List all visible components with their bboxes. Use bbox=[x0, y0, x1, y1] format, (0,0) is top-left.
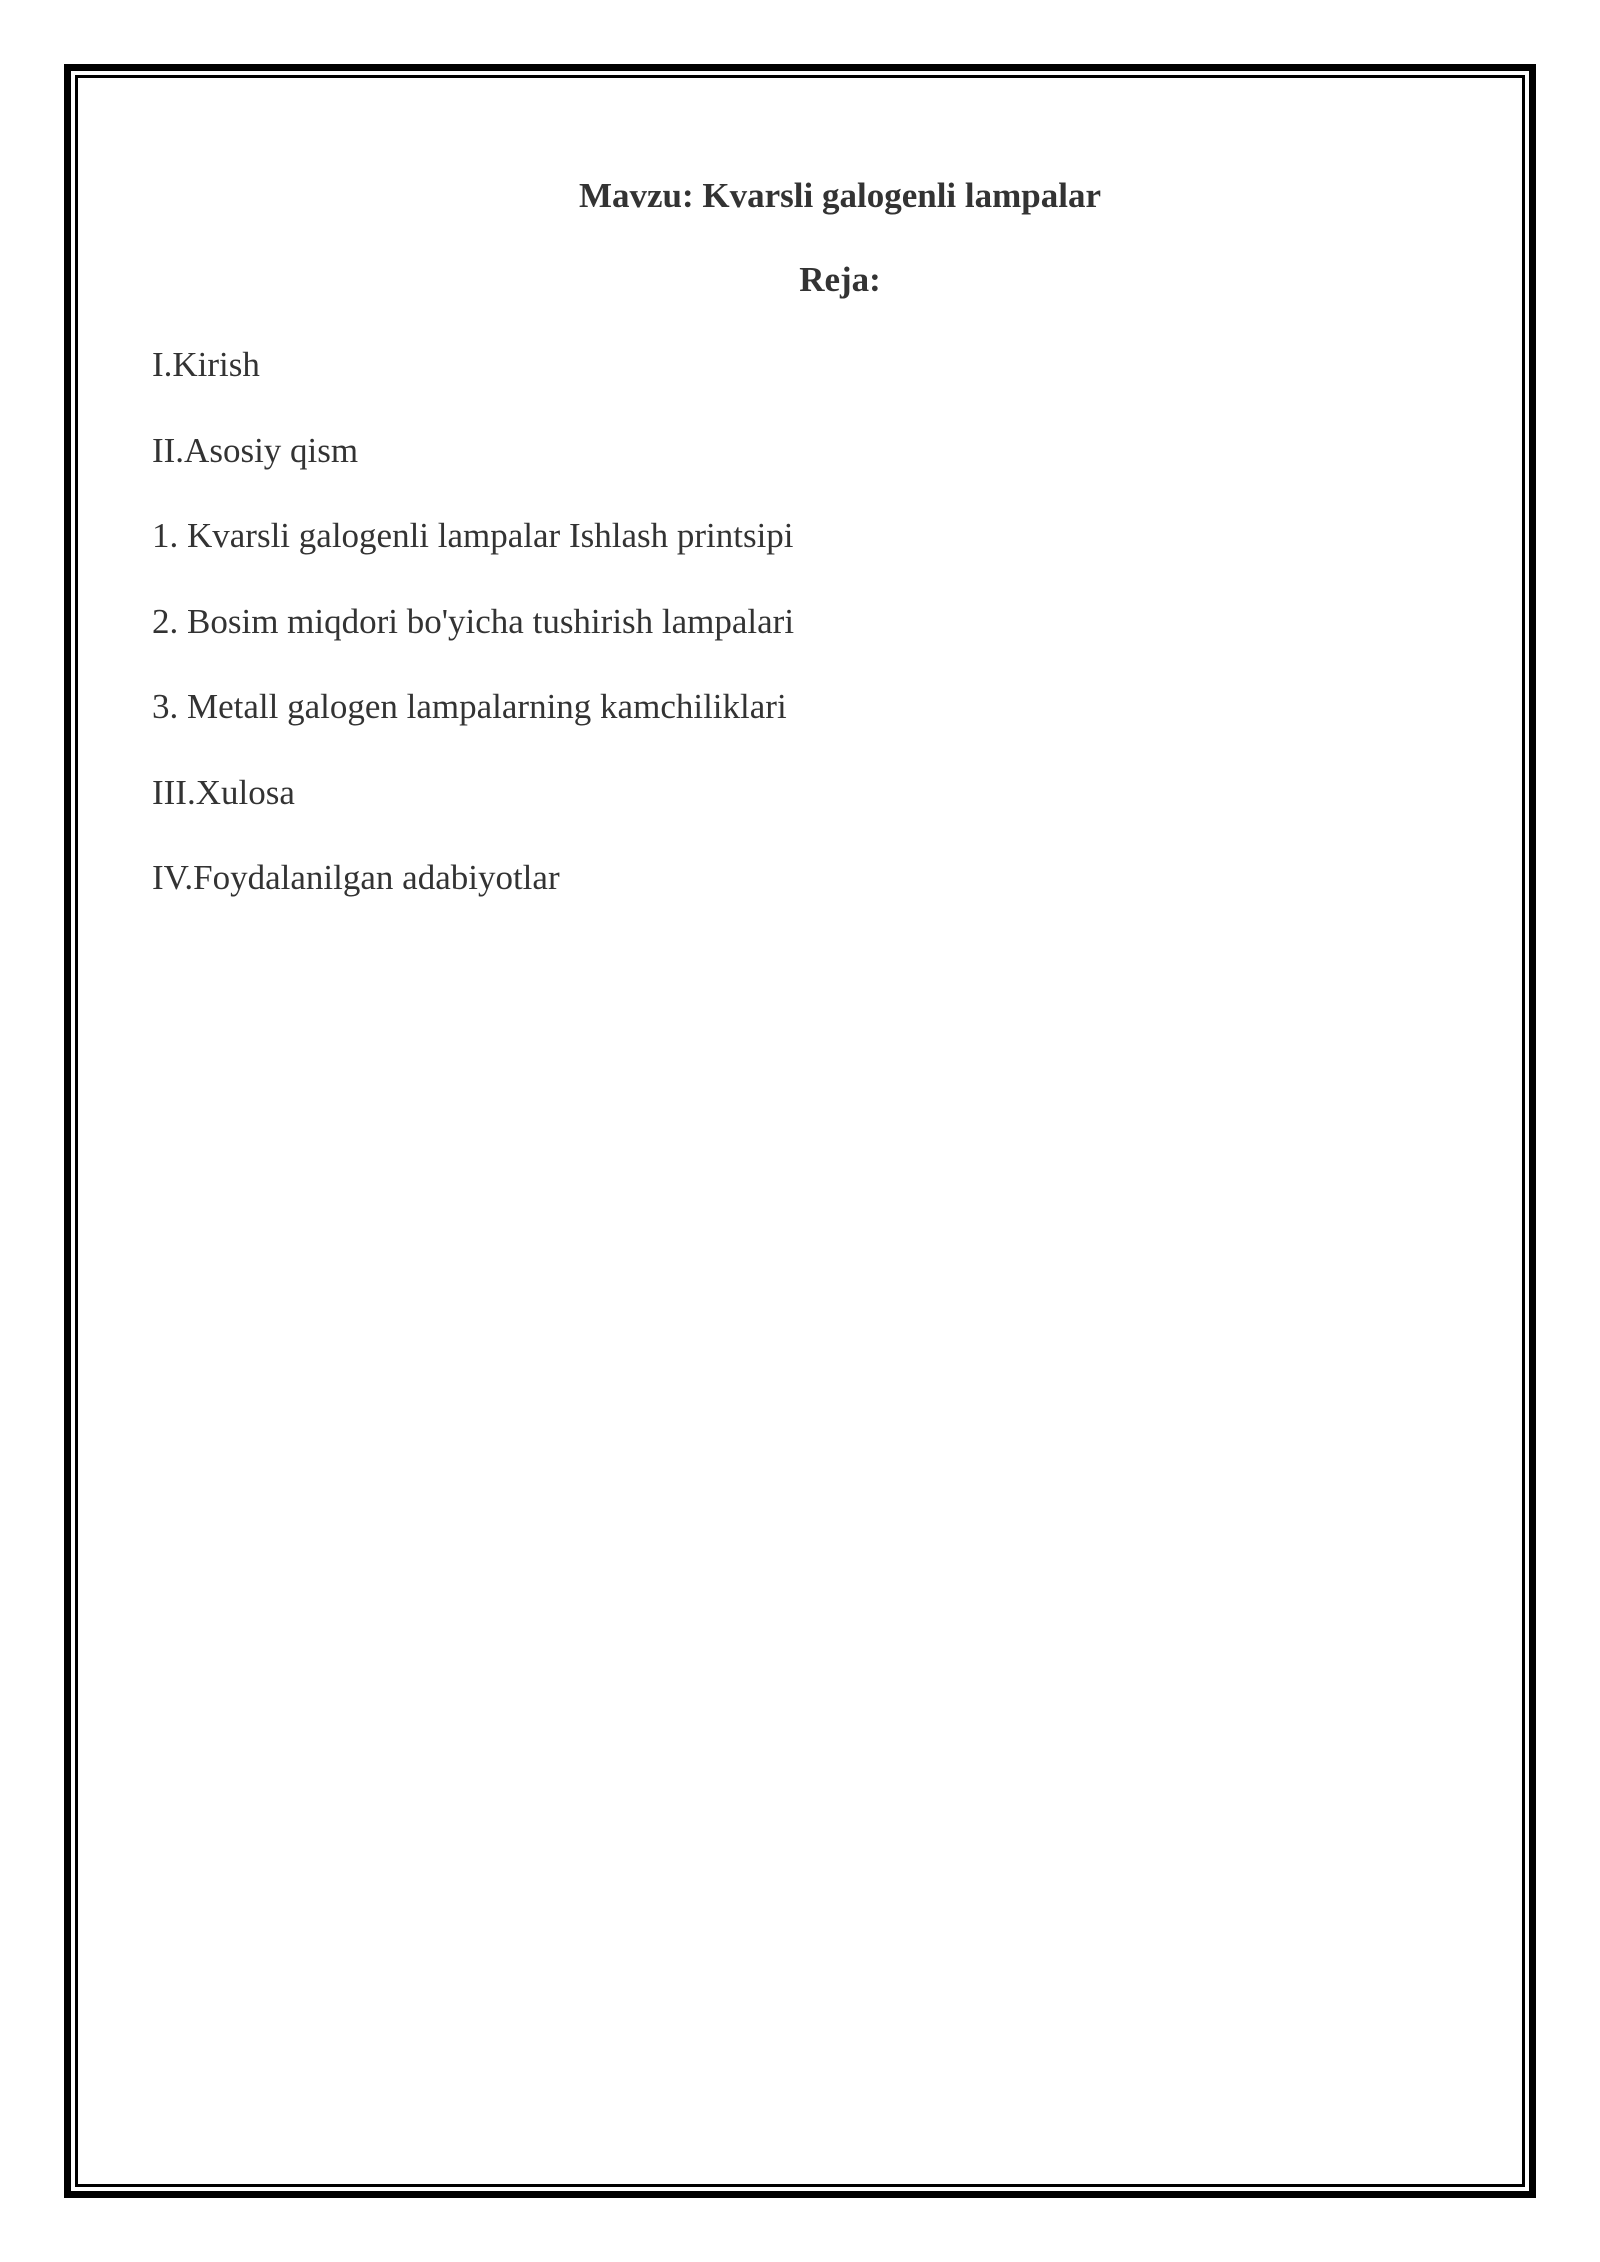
plan-item-working-principle: 1. Kvarsli galogenli lampalar Ishlash printsipi bbox=[152, 516, 794, 555]
plan-item-intro: I.Kirish bbox=[152, 345, 260, 384]
plan-item-conclusion: III.Xulosa bbox=[152, 772, 295, 812]
plan-item-disadvantages: 3. Metall galogen lampalarning kamchiliklari bbox=[152, 687, 787, 726]
plan-item-references: IV.Foydalanilgan adabiyotlar bbox=[152, 858, 560, 897]
plan-list bbox=[152, 329, 1448, 914]
plan-item-discharge-lamps: 2. Bosim miqdori bo'yicha tushirish lampalari bbox=[152, 601, 795, 641]
document-body bbox=[152, 160, 1448, 928]
document-title: Mavzu: Kvarsli galogenli lampalar bbox=[578, 176, 1102, 215]
plan-heading: Reja: bbox=[799, 260, 881, 299]
plan-item-main-part: II.Asosiy qism bbox=[152, 430, 359, 470]
